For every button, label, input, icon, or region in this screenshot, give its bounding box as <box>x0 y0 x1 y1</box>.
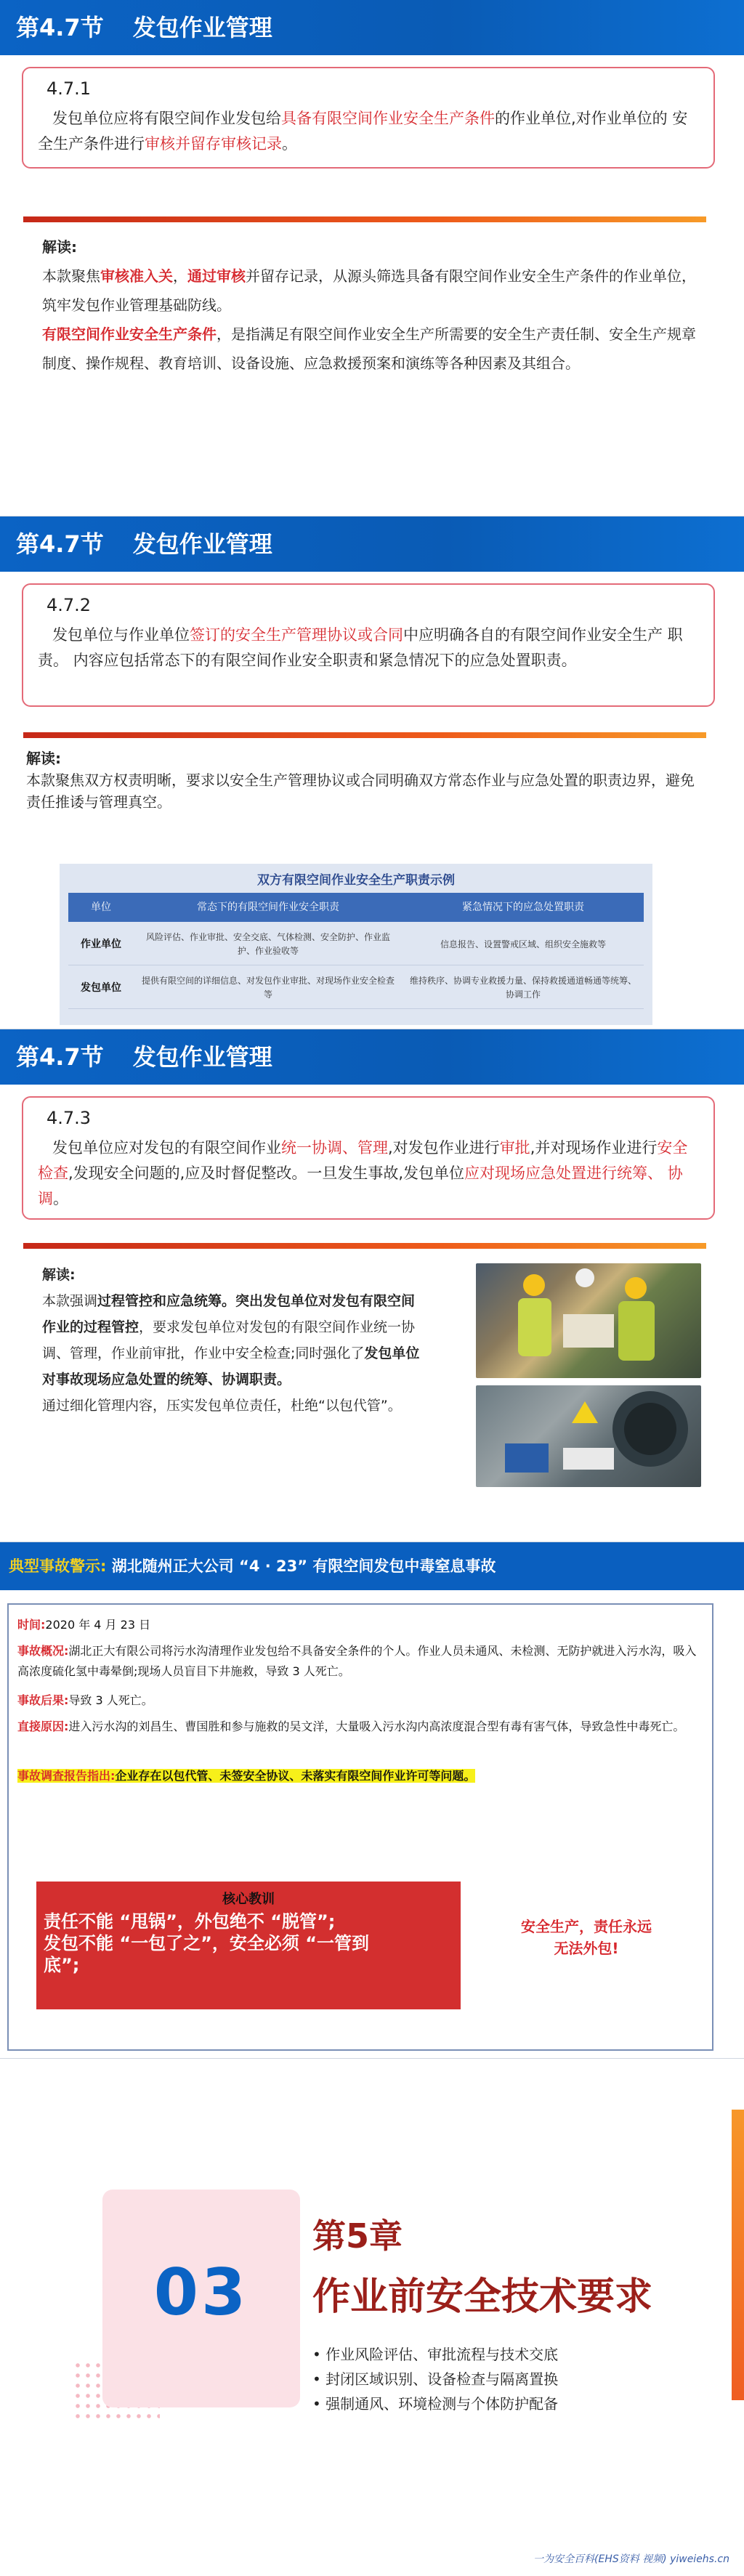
clause-box <box>22 1096 715 1220</box>
case-finding: 事故调查报告指出:企业存在以包代管、未签安全协议、未落实有限空间作业许可等问题。 <box>17 1769 476 1783</box>
clause-number: 4.7.3 <box>46 1108 92 1128</box>
table-cell: 提供有限空间的详细信息、对发包作业审批、对现场作业安全检查等 <box>141 976 395 1000</box>
table-row <box>68 967 644 1009</box>
slide-header <box>0 1029 744 1085</box>
case-cause: 直接原因:进入污水沟的刘昌生、曹国胜和参与施救的吴文洋，大量吸入污水沟内高浓度混合型有毒有害气体，导致急性中毒死亡。 <box>17 1720 685 1733</box>
interpretation-block <box>42 1262 427 1419</box>
table-header-cell: 紧急情况下的应急处置职责 <box>462 902 584 913</box>
lesson-line: 底”; <box>44 1955 80 1975</box>
clause-box <box>22 583 715 707</box>
table-cell: 维持秩序、协调专业救援力量、保持救援通道畅通等统筹、协调工作 <box>409 976 636 1000</box>
table-cell: 作业单位 <box>81 938 121 950</box>
rescue-photo-art <box>476 1385 701 1487</box>
rescue-drill-photo <box>476 1385 701 1487</box>
chapter-label: 第5章 <box>312 2216 403 2256</box>
orange-stripe <box>23 1243 706 1249</box>
clause-text: 发包单位与作业单位签订的安全生产管理协议或合同中应明确各自的有限空间作业安全生产 职责。 内容应包括常态下的有限空间作业安全职责和紧急情况下的应急处置职责。 <box>38 626 683 669</box>
table-row <box>68 923 644 965</box>
table-header-cell: 单位 <box>91 902 111 913</box>
note-title: 解读: <box>42 1267 76 1283</box>
bullet-item: • 封闭区域识别、设备检查与隔离置换 <box>312 2367 558 2391</box>
accent-bar <box>732 2110 744 2400</box>
note-title: 解读: <box>26 750 61 767</box>
section-number: 第4.7节 <box>16 1043 104 1071</box>
table-cell: 发包单位 <box>81 981 121 994</box>
case-box <box>7 1603 713 2051</box>
workers-inspection-photo <box>476 1263 701 1378</box>
case-result: 事故后果:导致 3 人死亡。 <box>17 1693 153 1707</box>
section-title: 发包作业管理 <box>132 1043 272 1071</box>
slide-header <box>0 0 744 55</box>
case-overview: 事故概况:湖北正大有限公司将污水沟清理作业发包给不具备安全条件的个人。作业人员未通风、未检测、无防护就进入污水沟，吸入高浓度硫化氢中毒晕倒;现场人员盲目下井施救，导致 3 人死亡。 <box>17 1644 697 1678</box>
clause-number: 4.7.2 <box>46 595 92 615</box>
note-paragraph-2: 通过细化管理内容，压实发包单位责任，杜绝“以包代管”。 <box>42 1398 402 1414</box>
clause-number: 4.7.1 <box>46 78 92 99</box>
note-paragraph-2: 有限空间作业安全生产条件，是指满足有限空间作业安全生产所需要的安全生产责任制、安全生产规章制度、操作规程、教育培训、设备设施、应急救援预案和演练等各种因素及其组合。 <box>42 325 696 372</box>
workers-photo-art <box>476 1263 701 1378</box>
table-header <box>68 893 644 922</box>
table-header-cell: 常态下的有限空间作业安全职责 <box>197 902 339 913</box>
clause-text: 发包单位应将有限空间作业发包给具备有限空间作业安全生产条件的作业单位,对作业单位的 安全生产条件进行审核并留存审核记录。 <box>38 110 688 153</box>
chapter-5-slide <box>0 2059 744 2576</box>
lesson-line: 责任不能 “甩锅”，外包绝不 “脱管”; <box>44 1911 336 1932</box>
table-cell: 信息报告、设置警戒区域、组织安全施救等 <box>440 939 606 949</box>
core-lesson-box <box>36 1882 461 2009</box>
interpretation-block <box>26 748 702 813</box>
slide-header <box>0 517 744 572</box>
section-title: 发包作业管理 <box>132 530 272 558</box>
table-title: 双方有限空间作业安全生产职责示例 <box>257 873 455 888</box>
note-title: 解读: <box>42 238 77 256</box>
case-time: 时间:2020 年 4 月 23 日 <box>17 1618 151 1632</box>
chapter-title: 作业前安全技术要求 <box>312 2275 653 2319</box>
table-cell: 风险评估、作业审批、安全交底、气体检测、安全防护、作业监护、作业验收等 <box>145 932 390 956</box>
lesson-line: 发包不能 “一包了之”，安全必须 “一管到 <box>44 1933 370 1953</box>
note-paragraph: 本款强调过程管控和应急统筹。突出发包单位对发包有限空间作业的过程管控，要求发包单位对发包的有限空间作业统一协调、管理，作业前审批，作业中安全检查;同时强化了发包单位对事故现场应急处置的统筹、协调职责。 <box>42 1293 420 1388</box>
orange-stripe <box>23 732 706 738</box>
clause-text: 发包单位应对发包的有限空间作业统一协调、管理,对发包作业进行审批,并对现场作业进行安全检查,发现安全问题的,应及时督促整改。一旦发生事故,发包单位应对现场应急处置进行统筹、 协调。 <box>38 1139 688 1207</box>
bullet-item: • 作业风险评估、审批流程与技术交底 <box>312 2342 558 2367</box>
note-paragraph: 本款聚焦双方权责明晰，要求以安全生产管理协议或合同明确双方常态作业与应急处置的职责边界，避免责任推诿与管理真空。 <box>26 771 695 811</box>
chapter-number: 03 <box>153 2255 249 2330</box>
responsibility-table <box>60 864 652 1025</box>
bullet-item: • 强制通风、环境检测与个体防护配备 <box>312 2391 558 2416</box>
interpretation-block <box>42 232 696 378</box>
slide-4-7-1 <box>0 0 744 516</box>
footer-watermark[interactable]: 一为安全百科(EHS资料 视频) yiweiehs.cn <box>533 2553 729 2565</box>
lesson-title: 核心教训 <box>222 1892 275 1907</box>
clause-box <box>22 67 715 169</box>
case-header-label: 典型事故警示: <box>9 1558 107 1575</box>
slide-4-7-2 <box>0 517 744 1029</box>
section-number: 第4.7节 <box>16 530 104 558</box>
chapter-bullets <box>312 2342 558 2416</box>
safety-slogan: 安全生产，责任永远 无法外包! <box>521 1918 652 1957</box>
slide-4-7-3 <box>0 1029 744 1542</box>
case-header <box>0 1542 744 1590</box>
note-paragraph: 本款聚焦审核准入关，通过审核并留存记录，从源头筛选具备有限空间作业安全生产条件的作业单位，筑牢发包作业管理基础防线。 <box>42 267 696 314</box>
section-title: 发包作业管理 <box>132 14 272 41</box>
section-number: 第4.7节 <box>16 14 104 41</box>
orange-stripe <box>23 216 706 222</box>
case-warning-slide <box>0 1542 744 2058</box>
case-header-title: 湖北随州正大公司 “4 · 23” 有限空间发包中毒窒息事故 <box>111 1558 496 1575</box>
